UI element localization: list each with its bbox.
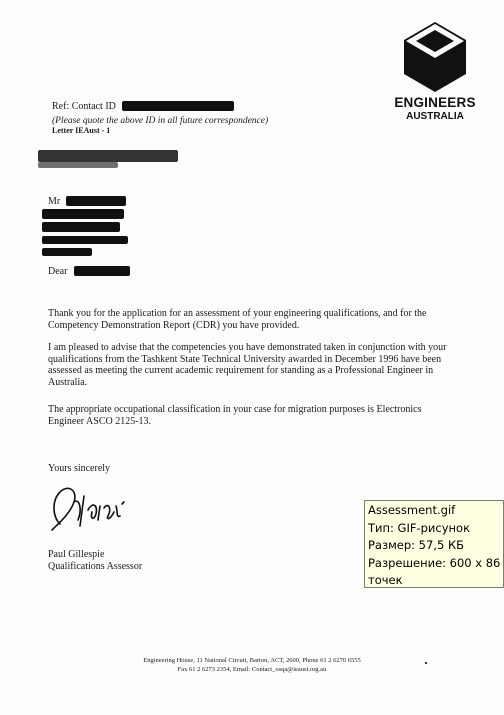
scan-speck — [425, 662, 427, 664]
recipient-title: Mr — [48, 196, 61, 207]
tooltip-size: Размер: 57,5 КБ — [368, 538, 464, 552]
redacted-recipient-name — [66, 196, 126, 206]
org-name: ENGINEERS — [394, 95, 476, 110]
sign-off: Yours sincerely — [48, 463, 111, 474]
handwritten-signature — [44, 480, 139, 535]
redacted-address-2 — [42, 222, 120, 232]
paragraph-thanks: Thank you for the application for an assessment of your engineering qualifications, and for the Competency Demonstration Report (CDR) you have provided. — [48, 308, 427, 331]
signer-name: Paul Gillespie — [48, 549, 105, 560]
redacted-contact-id — [122, 101, 234, 111]
redacted-address-3 — [42, 236, 128, 244]
salutation-dear: Dear — [48, 266, 68, 277]
footer-address: Engineering House, 11 National Circuit, Barton, ACT, 2600, Phone 61 2 6270 6555 — [143, 657, 361, 664]
redacted-date-2 — [38, 162, 118, 168]
footer-contact: Fax 61 2 6273 2354, Email: Contact_osqa@ieaust.org.au — [177, 666, 327, 673]
tooltip-resolution: Разрешение: 600 x 86 — [368, 555, 501, 570]
tooltip-resolution-unit: точек — [368, 573, 403, 587]
ref-quote-note: (Please quote the above ID in all future correspondence) — [52, 116, 269, 126]
signer-title: Qualifications Assessor — [48, 561, 143, 572]
engineers-australia-logo-icon — [402, 20, 468, 94]
ref-contact-id — [52, 101, 116, 112]
tooltip-filename: Assessment.gif — [368, 503, 456, 517]
letter-id: Letter IEAust - 1 — [52, 126, 111, 135]
redacted-salutation-name — [74, 266, 130, 276]
ref-label: Ref: Contact ID — [52, 101, 116, 112]
tooltip-type: Тип: GIF-рисунок — [368, 520, 471, 535]
paragraph-classification: The appropriate occupational classification in your case for migration purposes is Electronics Engineer ASCO 2125-13. — [48, 404, 422, 427]
redacted-address-4 — [42, 248, 92, 256]
redacted-address-1 — [42, 209, 124, 219]
file-info-tooltip — [364, 500, 504, 588]
paragraph-assessment: I am pleased to advise that the competencies you have demonstrated taken in conjunction with your qualifications from the Tashkent State Technical University awarded in December 1996 have been assessed as meeting the current academic requirement for standing as a Professional Engineer in Australia. — [48, 342, 447, 388]
org-country: AUSTRALIA — [406, 111, 464, 122]
redacted-date — [38, 150, 178, 162]
